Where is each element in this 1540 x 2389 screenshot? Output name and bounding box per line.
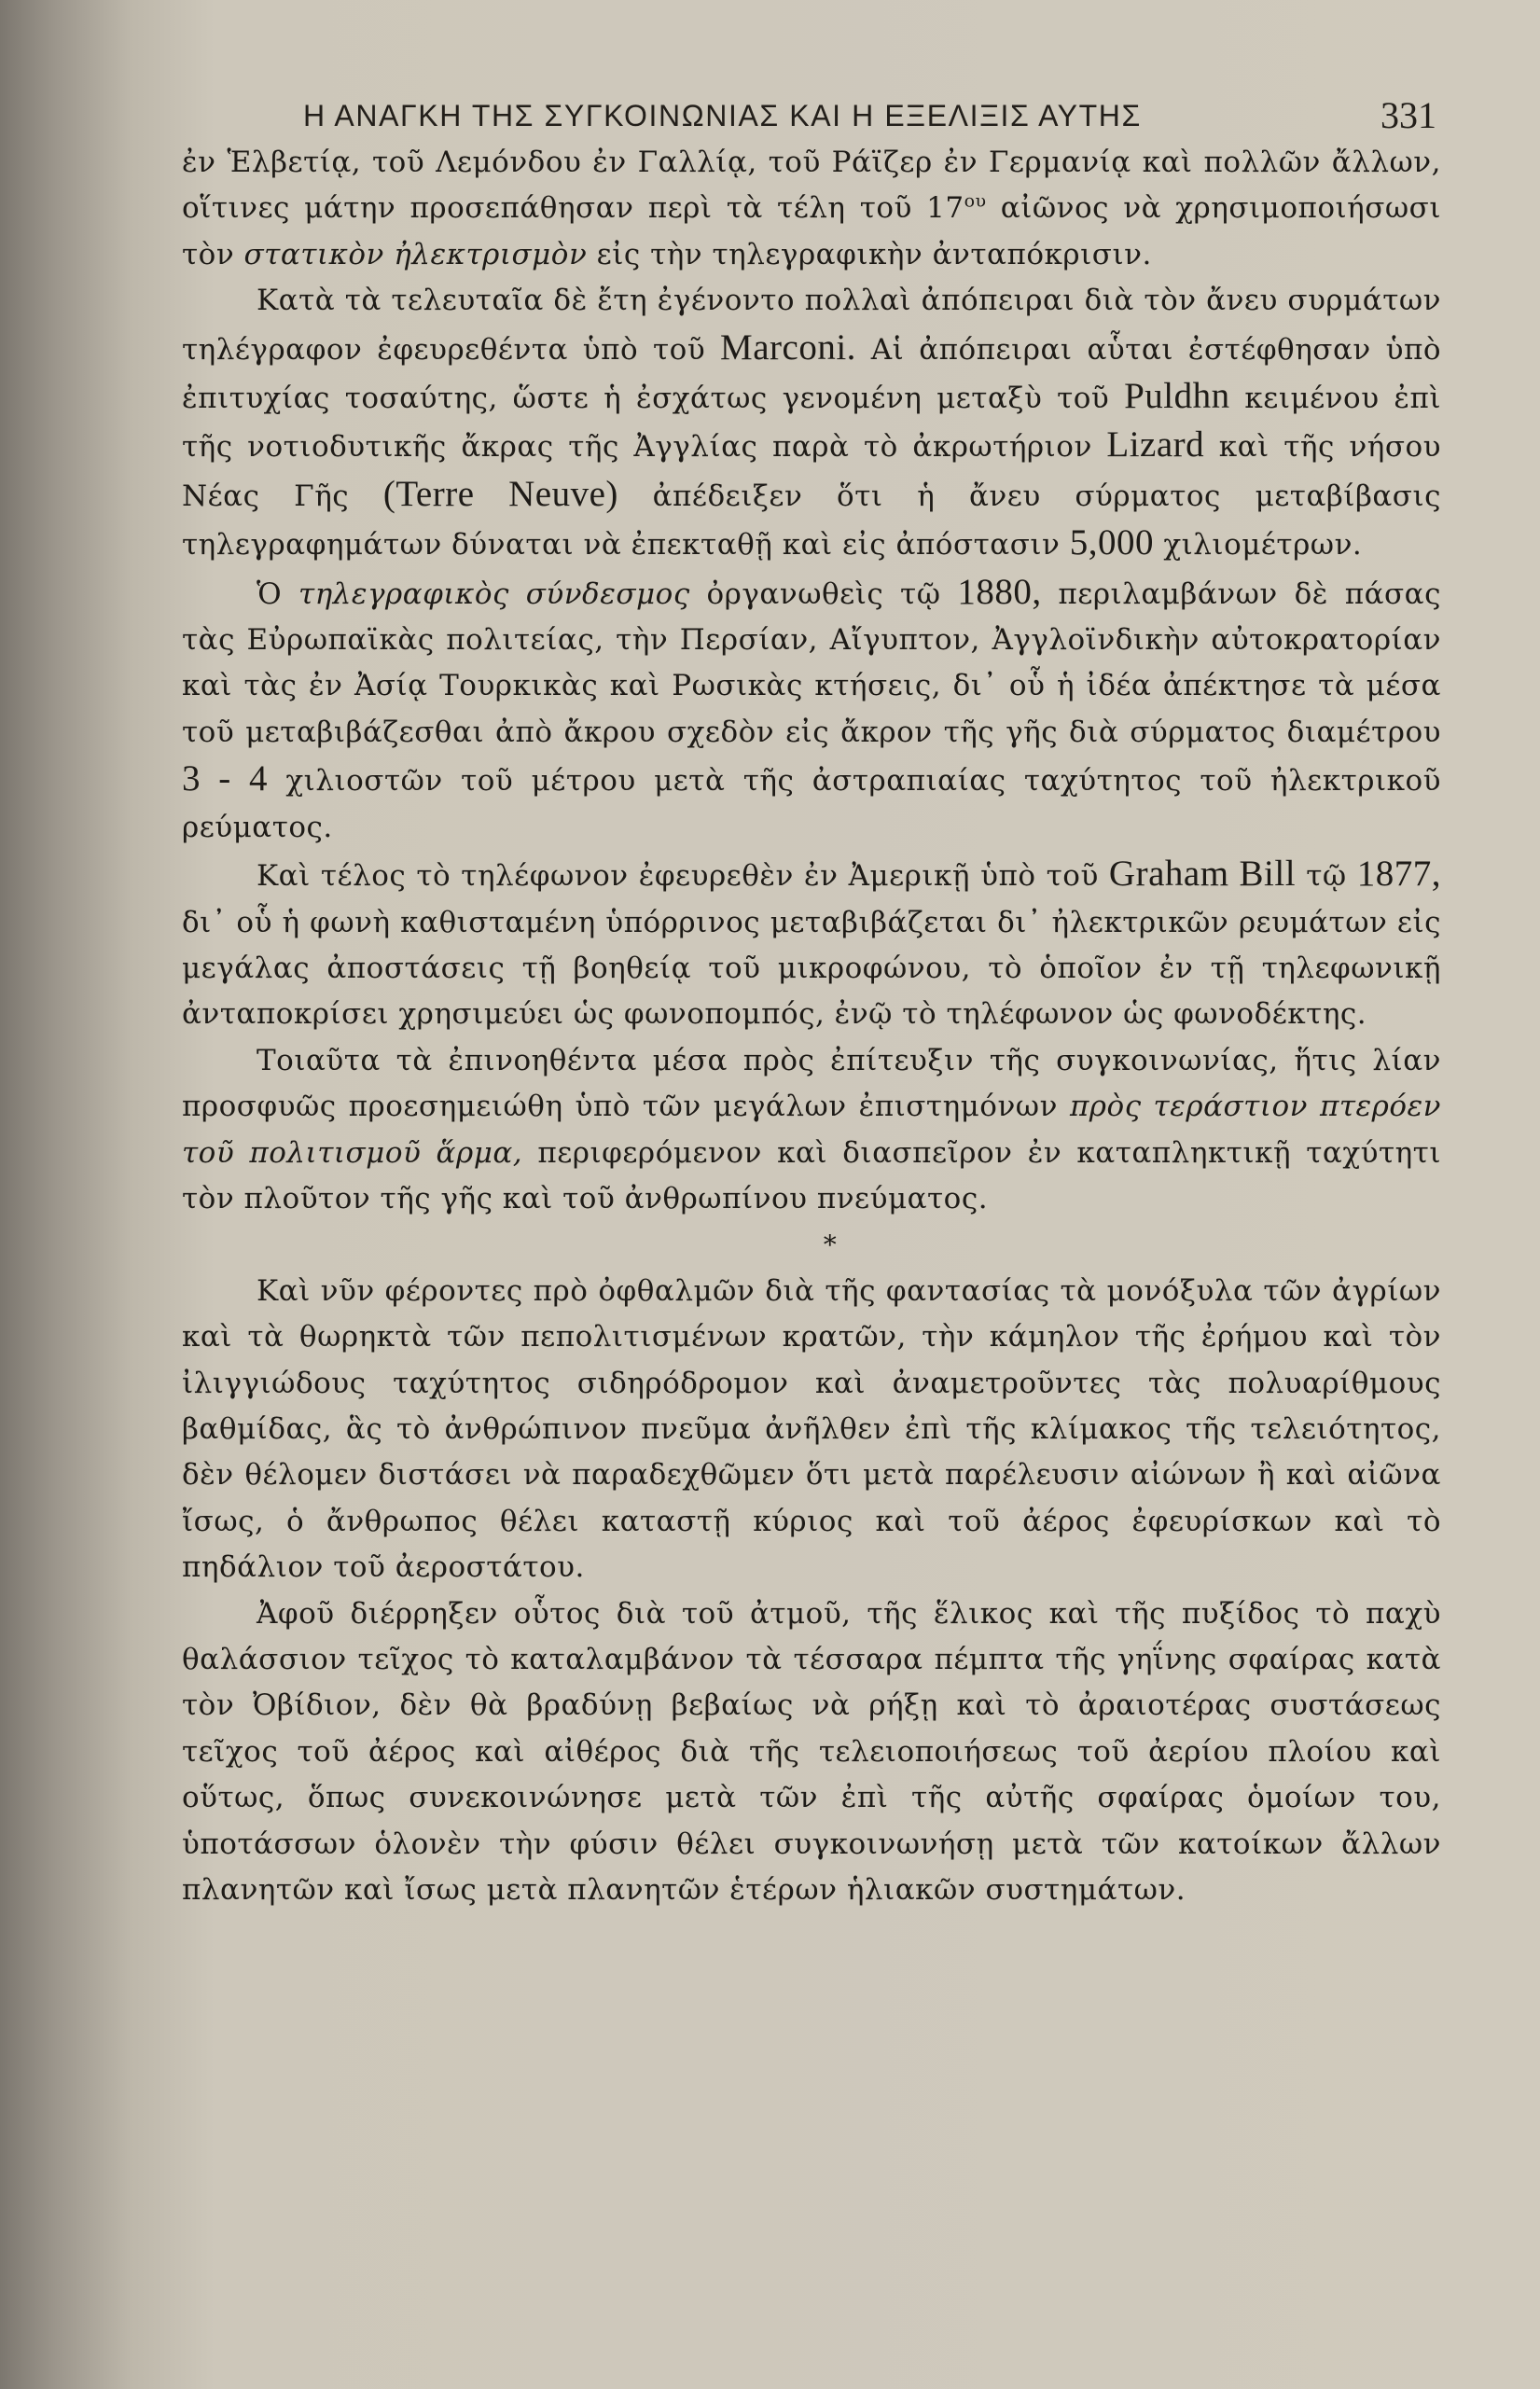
- number: 5,000: [1069, 522, 1154, 563]
- body-text: [182, 140, 1441, 1913]
- text-span: περιλαμβάνων δὲ πάσας τὰς Εὐρωπαϊκὰς πολιτείας, τὴν Περσίαν, Αἴγυπτον, Ἀγγλοϊνδικὴν αὐτοκρατορίαν καὶ τὰς ἐν Ἀσίᾳ Τουρκικὰς καὶ Ρωσικὰς κτήσεις, δι᾽ οὗ ἡ ἰδέα ἀπέκτησε τὰ μέσα τοῦ μεταβιβάζεσθαι ἀπὸ ἄκρου σχεδὸν εἰς ἄκρον τῆς γῆς διὰ σύρματος διαμέτρου: [182, 576, 1441, 749]
- superscript: ου: [964, 191, 987, 213]
- text-span: καὶ τῆς νήσου Νέας Γῆς: [182, 430, 1441, 513]
- text-span: Τοιαῦτα τὰ ἐπινοηθέντα μέσα πρὸς ἐπίτευξιν τῆς συγκοινωνίας, ἥτις λίαν προσφυῶς προεσημειώθη ὑπὸ τῶν μεγάλων ἐπιστημόνων: [182, 1043, 1441, 1124]
- italic-term: στατικὸν ἠλεκτρισμὸν: [243, 237, 588, 271]
- number: 3 - 4: [182, 758, 269, 799]
- paragraph-3: [182, 569, 1441, 851]
- latin-name: Lizard: [1106, 424, 1205, 465]
- paragraph-1: [182, 140, 1441, 278]
- text-span: Κατὰ τὰ τελευταῖα δὲ ἔτη ἐγένοντο πολλαὶ ἀπόπειραι διὰ τὸν ἄνευ συρμάτων τηλέγραφον ἐφευρεθέντα ὑπὸ τοῦ: [182, 284, 1441, 367]
- page-number: 331: [1380, 94, 1436, 136]
- text-span: ὀργανωθεὶς τῷ: [689, 576, 958, 611]
- text-span: Αἱ ἀπόπειραι αὗται ἐστέφθησαν ὑπὸ ἐπιτυχίας τοσαύτης, ὥστε ἡ ἐσχάτως γενομένη μεταξὺ τοῦ: [182, 332, 1441, 416]
- latin-name: (Terre Neuve): [382, 473, 618, 514]
- text-span: χιλιομέτρων.: [1153, 528, 1363, 563]
- text-span: Καὶ τέλος τὸ τηλέφωνον ἐφευρεθὲν ἐν Ἀμερικῇ ὑπὸ τοῦ: [257, 859, 1109, 894]
- year: 1880,: [957, 571, 1042, 612]
- text-span: χιλιοστῶν τοῦ μέτρου μετὰ τῆς ἀστραπιαίας ταχύτητος τοῦ ἠλεκτρικοῦ ρεύματος.: [182, 764, 1441, 844]
- text-span: τῷ: [1296, 859, 1357, 894]
- text-span: ἐν Ἑλβετίᾳ, τοῦ Λεμόνδου ἐν Γαλλίᾳ, τοῦ Ράϊζερ ἐν Γερμανίᾳ καὶ πολλῶν ἄλλων, οἵτινες μάτην προσεπάθησαν περὶ τὰ τέλη τοῦ 17: [182, 146, 1441, 226]
- italic-term: πρὸς τεράστιον πτερόεν τοῦ πολιτισμοῦ ἅρμα,: [182, 1090, 1441, 1170]
- paragraph-4: [182, 851, 1441, 1038]
- latin-name: Puldhn: [1124, 376, 1230, 417]
- text-span: εἰς τὴν τηλεγραφικὴν ἀνταπόκρισιν.: [587, 237, 1152, 271]
- text-span: κειμένου ἐπὶ τῆς νοτιοδυτικῆς ἄκρας τῆς Ἀγγλίας παρὰ τὸ ἀκρωτήριον: [182, 382, 1441, 465]
- section-ornament: *: [823, 1229, 838, 1261]
- paragraph-6: Καὶ νῦν φέροντες πρὸ ὀφθαλμῶν διὰ τῆς φαντασίας τὰ μονόξυλα τῶν ἀγρίων καὶ τὰ θωρηκτὰ τῶν πεπολιτισμένων κρατῶν, τὴν κάμηλον τῆς ἐρήμου καὶ τὸν ἰλιγγιώδους ταχύτητος σιδηρόδρομον καὶ ἀναμετροῦντες τὰς πολυαρίθμους βαθμίδας, ἃς τὸ ἀνθρώπινον πνεῦμα ἀνῆλθεν ἐπὶ τῆς κλίμακος τῆς τελειότητος, δὲν θέλομεν διστάσει νὰ παραδεχθῶμεν ὅτι μετὰ παρέλευσιν αἰώνων ἢ καὶ αἰῶνα ἴσως, ὁ ἄνθρωπος θέλει καταστῇ κύριος καὶ τοῦ ἀέρος ἐφευρίσκων καὶ τὸ πηδάλιον τοῦ ἀεροστάτου.: [182, 1273, 1441, 1585]
- text-span: ἀπέδειξεν ὅτι ἡ ἄνευ σύρματος μεταβίβασις τηλεγραφημάτων δύναται νὰ ἐπεκταθῇ καὶ εἰς ἀπόστασιν: [182, 479, 1441, 563]
- paragraph-5: [182, 1038, 1441, 1223]
- paragraph-7: Ἀφοῦ διέρρηξεν οὗτος διὰ τοῦ ἀτμοῦ, τῆς ἕλικος καὶ τῆς πυξίδος τὸ παχὺ θαλάσσιον τεῖχος τὸ καταλαμβάνον τὰ τέσσαρα πέμπτα τῆς γηΐνης σφαίρας κατὰ τὸν Ὀβίδιον, δὲν θὰ βραδύνῃ βεβαίως νὰ ρήξῃ καὶ τὸ ἀραιοτέρας συστάσεως τεῖχος τοῦ ἀέρος καὶ αἰθέρος διὰ τῆς τελειοποιήσεως τοῦ ἀερίου πλοίου καὶ οὕτως, ὅπως συνεκοινώνησε μετὰ τῶν ἐπὶ τῆς αὐτῆς σφαίρας ὁμοίων του, ὑποτάσσων ὁλονὲν τὴν φύσιν θέλει συγκοινωνήσῃ μετὰ τῶν κατοίκων ἄλλων πλανητῶν καὶ ἴσως μετὰ πλανητῶν ἑτέρων ἡλιακῶν συστημάτων.: [182, 1596, 1441, 1908]
- latin-name: Marconi.: [720, 326, 856, 368]
- latin-name: Graham Bill: [1108, 854, 1297, 895]
- text-span: δι᾽ οὗ ἡ φωνὴ καθισταμένη ὑπόρρινος μεταβιβάζεται δι᾽ ἠλεκτρικῶν ρευμάτων εἰς μεγάλας ἀποστάσεις τῇ βοηθείᾳ τοῦ μικροφώνου, τὸ ὁποῖον ἐν τῇ τηλεφωνικῇ ἀνταποκρίσει χρησιμεύει ὡς φωνοπομπός, ἐνῷ τὸ τηλέφωνον ὡς φωνοδέκτης.: [182, 905, 1441, 1032]
- text-span: αἰῶνος νὰ χρησιμοποιήσωσι τὸν: [182, 191, 1442, 271]
- year: 1877,: [1356, 854, 1441, 895]
- paragraph-2: [182, 278, 1441, 568]
- running-head: Η ΑΝΑΓΚΗ ΤΗΣ ΣΥΓΚΟΙΝΩΝΙΑΣ ΚΑΙ Η ΕΞΕΛΙΞΙΣ ΑΥΤΗΣ: [303, 99, 1142, 132]
- italic-term: τηλεγραφικὸς σύνδεσμος: [298, 576, 690, 611]
- text-span: Ὁ: [257, 576, 298, 611]
- text-span: περιφερόμενον καὶ διασπεῖρον ἐν καταπληκτικῇ ταχύτητι τὸν πλοῦτον τῆς γῆς καὶ τοῦ ἀνθρωπίνου πνεύματος.: [182, 1135, 1441, 1215]
